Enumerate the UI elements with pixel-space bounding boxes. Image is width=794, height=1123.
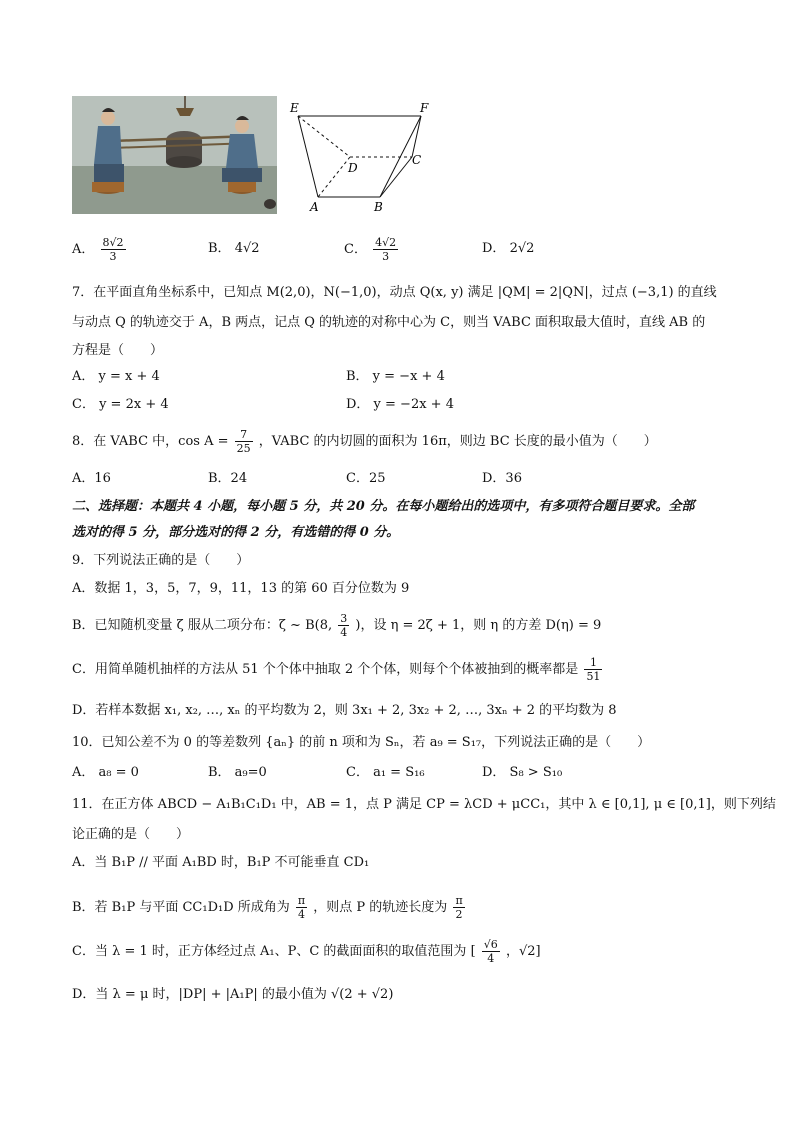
geometry-figure bbox=[288, 96, 438, 218]
q6-option-a-label: A． bbox=[72, 242, 95, 257]
q7-option-d: D． y = −2x + 4 bbox=[346, 397, 454, 412]
q9-stem: 9．下列说法正确的是（ ） bbox=[72, 553, 250, 568]
q7-stem-line3: 方程是（ ） bbox=[72, 343, 164, 358]
vertex-a-label: A bbox=[310, 200, 319, 214]
q9-option-c-numerator: 1 bbox=[584, 656, 602, 670]
q10-stem: 10．已知公差不为 0 的等差数列 {aₙ} 的前 n 项和为 Sₙ，若 a₉ = S₁₇，下列说法正确的是（ ） bbox=[72, 735, 651, 750]
q8-option-a: A．16 bbox=[72, 471, 111, 486]
q11-stem-line2: 论正确的是（ ） bbox=[72, 827, 190, 842]
q11-option-b-angle-denominator: 4 bbox=[298, 908, 306, 921]
q11-stem-line1: 11．在正方体 ABCD − A₁B₁C₁D₁ 中，AB = 1，点 P 满足 CP = λCD + μCC₁，其中 λ ∈ [0,1], μ ∈ [0,1]，则下列结 bbox=[72, 797, 776, 812]
q11-option-c-prefix: C．当 λ = 1 时，正方体经过点 A₁、P、C 的截面面积的取值范围为 [ bbox=[72, 944, 476, 959]
q11-option-c bbox=[72, 938, 541, 965]
q8-fraction-numerator: 7 bbox=[235, 428, 253, 442]
q8-stem bbox=[72, 428, 657, 455]
q9-option-c-denominator: 51 bbox=[586, 670, 601, 683]
q8-stem-suffix: ，VABC 的内切圆的面积为 16π，则边 BC 长度的最小值为（ ） bbox=[258, 434, 657, 449]
q9-option-b bbox=[72, 612, 601, 639]
q11-option-c-denominator: 4 bbox=[487, 952, 495, 965]
q8-option-c: C．25 bbox=[346, 471, 386, 486]
q6-option-d-value: 2√2 bbox=[509, 241, 535, 256]
q8-fraction-denominator: 25 bbox=[236, 442, 251, 455]
q6-option-b-value: 4√2 bbox=[234, 241, 260, 256]
q6-option-c bbox=[344, 236, 400, 263]
q9-option-b-prefix: B．已知随机变量 ζ 服从二项分布：ζ ~ B(8, bbox=[72, 618, 333, 633]
q8-option-b: B．24 bbox=[208, 471, 248, 486]
q11-option-d: D．当 λ = μ 时，|DP| + |A₁P| 的最小值为 √(2 + √2) bbox=[72, 987, 394, 1002]
q9-option-b-numerator: 3 bbox=[340, 612, 348, 625]
q11-option-b-angle-numerator: π bbox=[297, 894, 306, 907]
q7-stem-line1: 7．在平面直角坐标系中，已知点 M(2,0)，N(−1,0)，动点 Q(x, y) 满足 |QM| = 2|QN|，过点 (−3,1) 的直线 bbox=[72, 285, 717, 300]
vertex-f-label: F bbox=[420, 101, 429, 115]
q6-option-b bbox=[208, 240, 260, 258]
q11-option-c-suffix: ，√2] bbox=[505, 944, 541, 959]
q6-option-b-label: B． bbox=[208, 241, 231, 256]
q6-option-c-denominator: 3 bbox=[382, 250, 390, 263]
vertex-d-label: D bbox=[348, 161, 358, 175]
section-2-heading-line1: 二、选择题：本题共 4 小题，每小题 5 分，共 20 分。在每小题给出的选项中，有多项符合题目要求。全部 bbox=[72, 499, 695, 514]
q10-option-b: B． a₉=0 bbox=[208, 765, 267, 780]
q9-option-c bbox=[72, 656, 604, 683]
q6-option-c-label: C． bbox=[344, 242, 367, 257]
q9-option-b-suffix: )，设 η = 2ζ + 1，则 η 的方差 D(η) = 9 bbox=[355, 618, 602, 633]
q9-option-d: D．若样本数据 x₁, x₂, …, xₙ 的平均数为 2，则 3x₁ + 2, 3x₂ + 2, …, 3xₙ + 2 的平均数为 8 bbox=[72, 703, 617, 718]
q6-option-a bbox=[72, 236, 128, 263]
ancient-craftsmen-illustration bbox=[72, 96, 277, 214]
section-2-heading-line2: 选对的得 5 分，部分选对的得 2 分，有选错的得 0 分。 bbox=[72, 525, 400, 540]
q11-option-b-prefix: B．若 B₁P 与平面 CC₁D₁D 所成角为 bbox=[72, 900, 290, 915]
q11-option-b-length-denominator: 2 bbox=[455, 908, 463, 921]
q10-option-a: A． a₈ = 0 bbox=[72, 765, 139, 780]
q11-option-a: A．当 B₁P // 平面 A₁BD 时，B₁P 不可能垂直 CD₁ bbox=[72, 855, 370, 870]
q7-option-b: B． y = −x + 4 bbox=[346, 369, 445, 384]
q8-option-d: D．36 bbox=[482, 471, 522, 486]
q10-option-c: C． a₁ = S₁₆ bbox=[346, 765, 425, 780]
q6-option-d-label: D． bbox=[482, 241, 506, 256]
q9-option-b-denominator: 4 bbox=[340, 626, 348, 639]
vertex-c-label: C bbox=[412, 153, 422, 167]
q11-option-b bbox=[72, 894, 467, 921]
q7-stem-line2: 与动点 Q 的轨迹交于 A，B 两点，记点 Q 的轨迹的对称中心为 C，则当 VABC 面积取最大值时，直线 AB 的 bbox=[72, 315, 706, 330]
q9-option-a: A．数据 1，3，5，7，9，11，13 的第 60 百分位数为 9 bbox=[72, 581, 410, 596]
q6-option-d bbox=[482, 240, 534, 258]
q6-option-a-numerator: 8√2 bbox=[102, 236, 124, 249]
q7-option-a: A． y = x + 4 bbox=[72, 369, 160, 384]
q11-option-c-numerator: √6 bbox=[483, 938, 498, 951]
q11-option-b-length-numerator: π bbox=[455, 894, 463, 907]
q11-option-b-middle: ，则点 P 的轨迹长度为 bbox=[313, 900, 448, 915]
q7-option-c: C． y = 2x + 4 bbox=[72, 397, 169, 412]
q6-option-c-numerator: 4√2 bbox=[375, 236, 397, 249]
q6-option-a-denominator: 3 bbox=[109, 250, 117, 263]
q9-option-c-prefix: C．用简单随机抽样的方法从 51 个个体中抽取 2 个个体，则每个个体被抽到的概率都是 bbox=[72, 662, 579, 677]
vertex-e-label: E bbox=[290, 101, 299, 115]
q10-option-d: D． S₈ > S₁₀ bbox=[482, 765, 563, 780]
q8-stem-prefix: 8．在 VABC 中，cos A = bbox=[72, 434, 229, 449]
vertex-b-label: B bbox=[374, 200, 383, 214]
